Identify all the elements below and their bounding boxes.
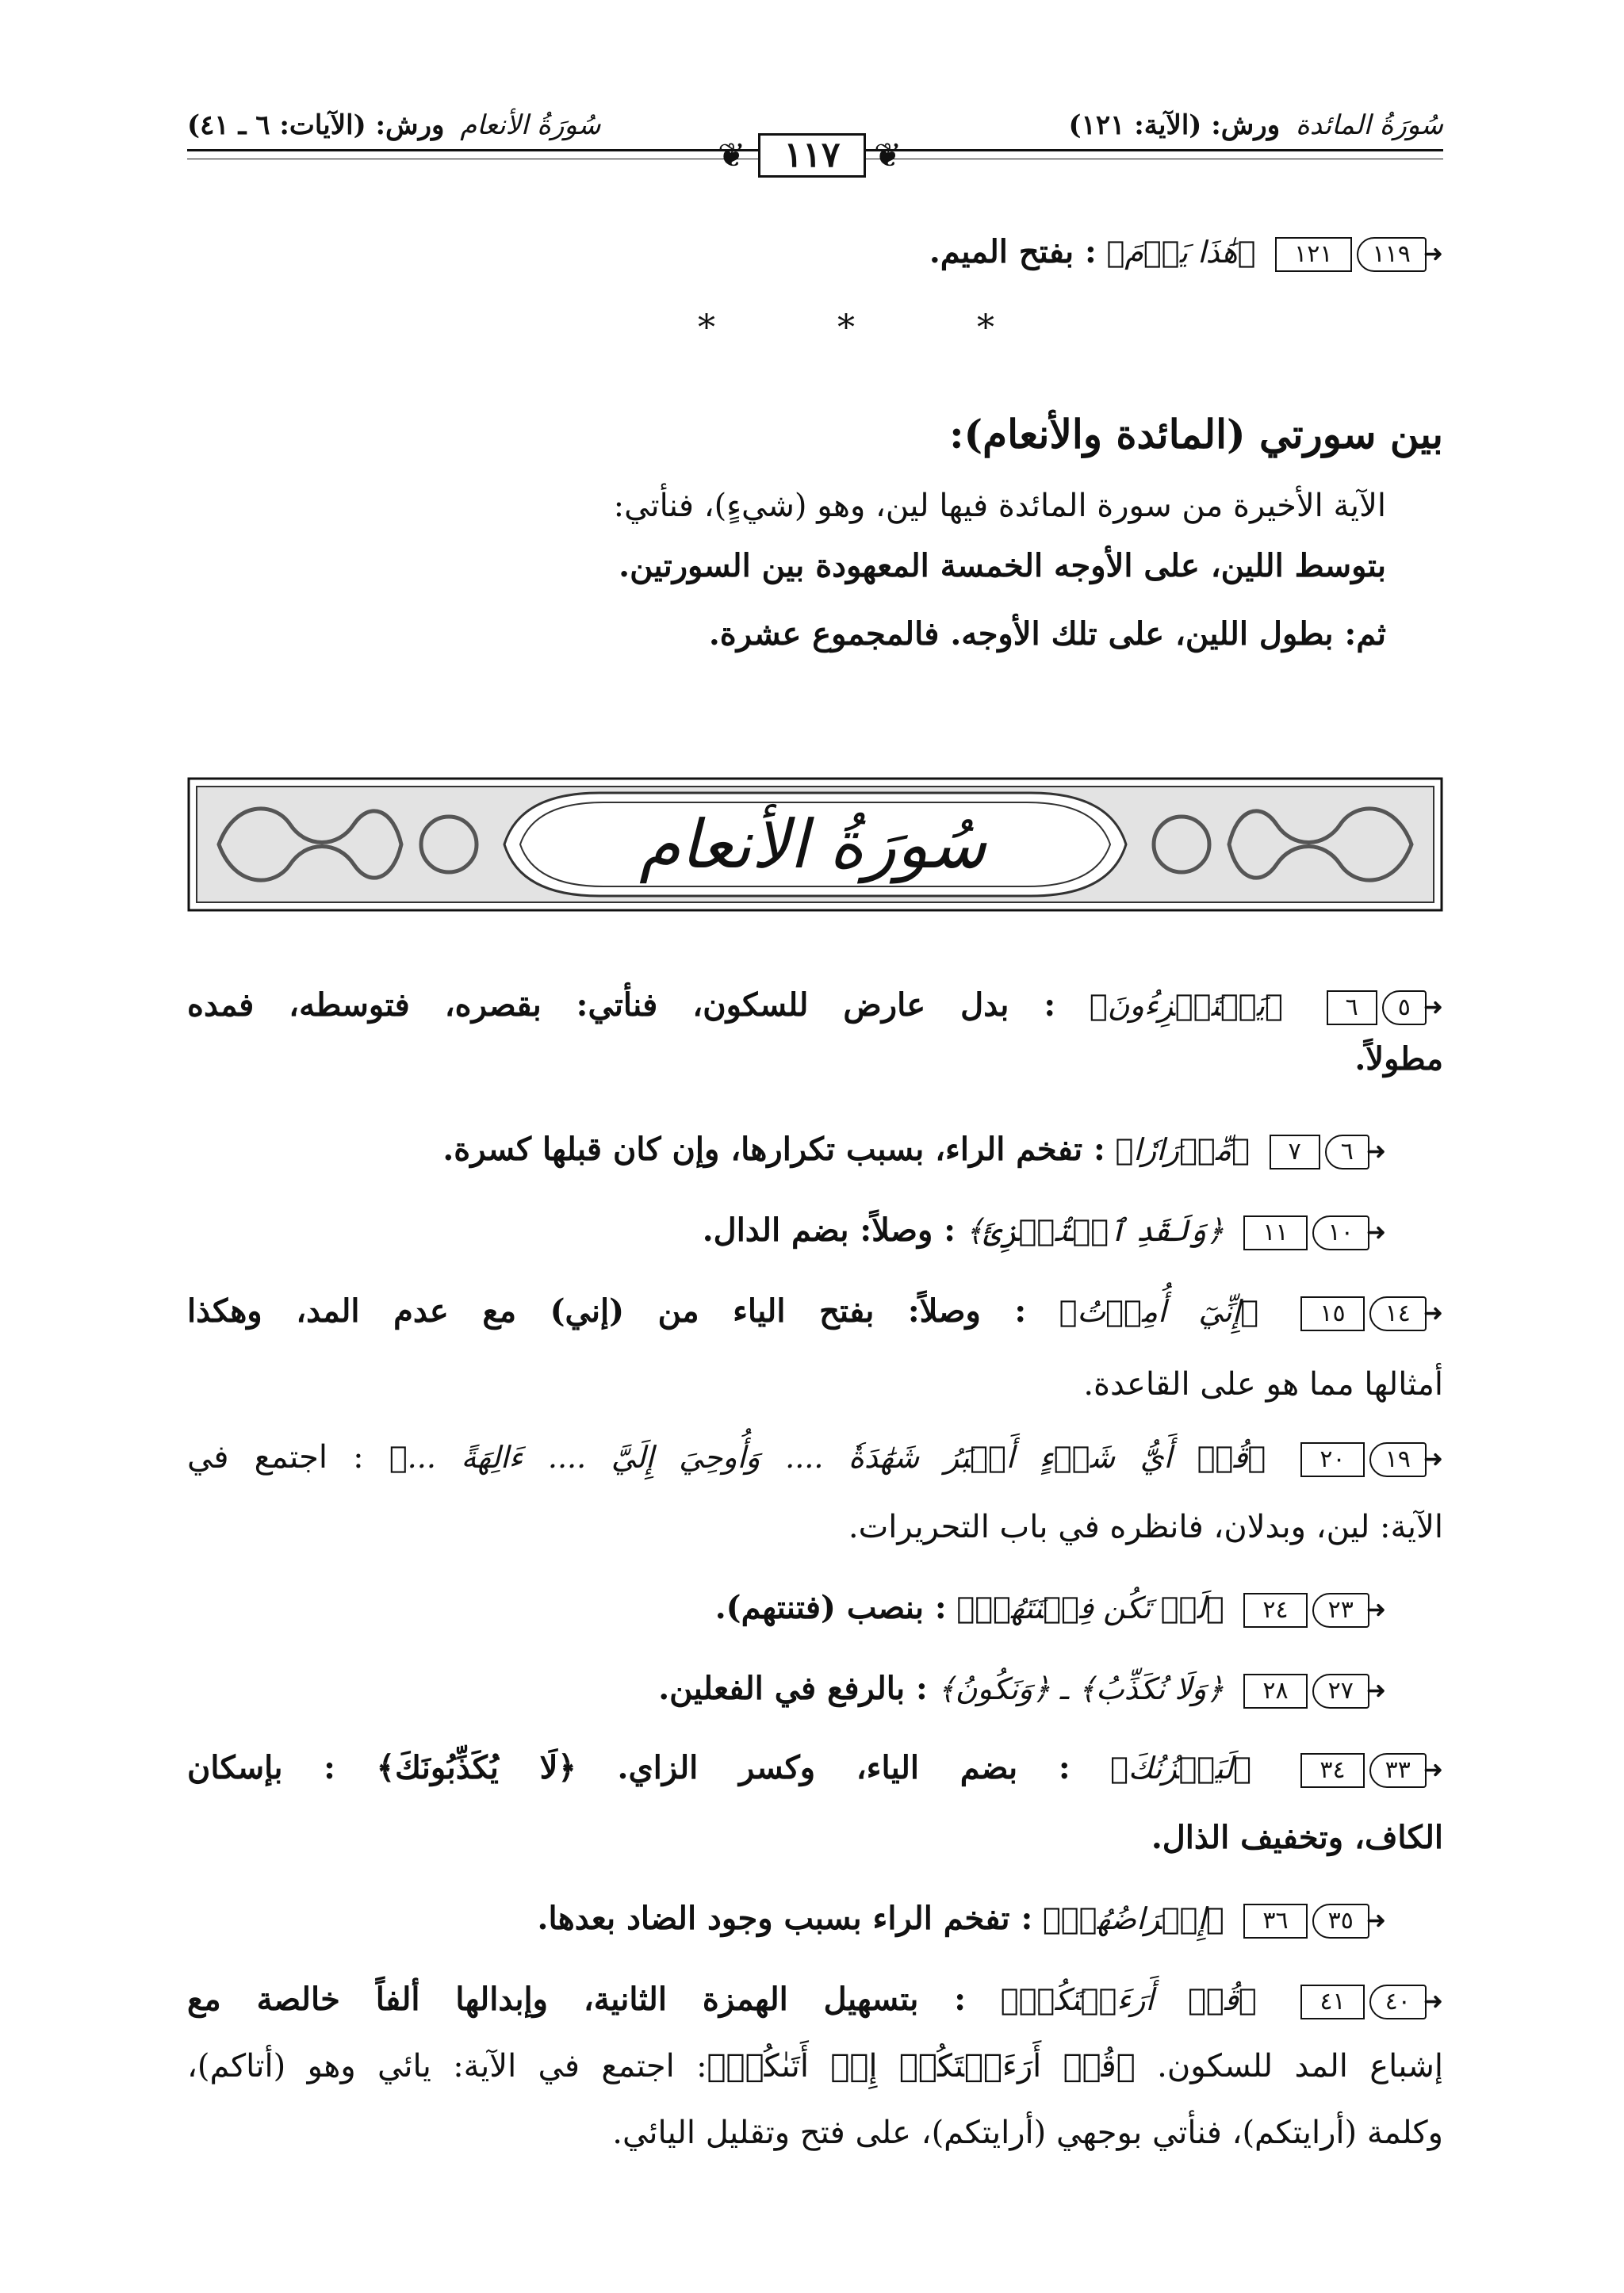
entry-text: : وصلاً: بضم الدال.	[702, 1212, 956, 1249]
entry-text: : بنصب (فتنتهم).	[714, 1589, 947, 1626]
entry-number-badge: ٣٣	[1369, 1753, 1427, 1788]
arrow-icon: ➜	[1365, 1138, 1386, 1166]
ayah-number-badge: ٧	[1270, 1135, 1320, 1169]
section-line: بتوسط اللين، على الأوجه الخمسة المعهودة بين السورتين.	[619, 547, 1386, 584]
entry-continuation: وكلمة (أرايتكم)، فنأتي بوجهي (أرايتكم)، على فتح وتقليل اليائي.	[612, 2115, 1443, 2151]
entry-continuation: مطولاً.	[1354, 1040, 1443, 1078]
page-ornament-right: ❦	[874, 136, 902, 174]
header-right-text: ورش: (الآية: ١٢١)	[1068, 109, 1281, 141]
entry-text: : بدل عارض للسكون، فنأتي: بقصره، فتوسطه، فمده	[187, 986, 1056, 1024]
entry-row	[658, 1665, 1386, 1715]
entry-row	[187, 982, 1443, 1032]
quran-quote: ﴿إِعۡرَاضُهُمۡ﴾	[1042, 1901, 1224, 1936]
entry-row	[187, 1288, 1443, 1338]
quran-quote: ﴿وَلَقَدِ ٱسۡتُهۡزِئَ﴾	[965, 1213, 1224, 1248]
arrow-icon: ➜	[1423, 1300, 1443, 1327]
arrow-icon: ➜	[1423, 240, 1443, 268]
entry-row	[715, 1584, 1386, 1634]
entry-number-badge: ٥	[1382, 990, 1427, 1025]
entry-text: : بالرفع في الفعلين.	[658, 1670, 928, 1707]
entry-number-badge: ١٠	[1312, 1215, 1369, 1250]
entry-text: : اجتمع في	[187, 1439, 364, 1476]
entry-row	[442, 1126, 1386, 1176]
arrow-icon: ➜	[1365, 1596, 1386, 1624]
quran-quote: ﴿قُلۡ أَرَءَيۡتَكُمۡ﴾	[1000, 1982, 1257, 2017]
arrow-icon: ➜	[1423, 1756, 1444, 1784]
quran-quote: ﴿لَمۡ تَكُن فِتۡنَتَهُمۡ﴾	[956, 1591, 1224, 1625]
quran-quote: ﴿يَسۡتَهۡزِءُونَ﴾	[1089, 988, 1283, 1023]
entry-row	[929, 228, 1443, 278]
ayah-number-badge: ١٥	[1300, 1296, 1364, 1331]
surah-title: سُورَةُ الأنعام	[639, 806, 986, 883]
entry-continuation: أمثالها مما هو على القاعدة.	[1083, 1366, 1443, 1403]
quran-quote: ﴿مِّدۡرَارٗا﴾	[1115, 1132, 1250, 1167]
arrow-icon: ➜	[1423, 1988, 1444, 2015]
arrow-icon: ➜	[1423, 993, 1444, 1021]
header-left	[187, 109, 600, 141]
ayah-number-badge: ٢٤	[1243, 1593, 1307, 1628]
quran-quote: ﴿وَلَا نُكَذِّبُ﴾ ـ ﴿وَنَكُونُ﴾	[937, 1671, 1224, 1706]
entry-continuation: إشباع المد للسكون. ﴿قُلۡ أَرَءَيۡتَكُمۡ إِنۡ أَتَىٰكُمۡ﴾: اجتمع في الآية: يائي وهو (أتاكم)،	[187, 2048, 1443, 2084]
page-number: ١١٧	[758, 133, 866, 178]
entry-continuation: الكاف، وتخفيف الذال.	[1151, 1819, 1443, 1856]
entry-row	[538, 1895, 1386, 1945]
ayah-number-badge: ٤١	[1300, 1985, 1364, 2019]
entry-row	[703, 1207, 1386, 1257]
page-ornament-left: ❦	[718, 136, 746, 174]
arrow-icon: ➜	[1365, 1219, 1386, 1246]
ayah-number-badge: ١٢١	[1275, 237, 1351, 272]
entry-text: : بضم الياء، وكسر الزاي. ﴿لَا يُكَذِّبُونَكَ﴾ : بإسكان	[187, 1749, 1071, 1786]
entry-number-badge: ٢٣	[1312, 1593, 1369, 1628]
ayah-number-badge: ٦	[1327, 990, 1377, 1025]
arrow-icon: ➜	[1365, 1677, 1386, 1705]
entry-row	[187, 1744, 1443, 1794]
ayah-number-badge: ٣٤	[1300, 1753, 1364, 1788]
ayah-number-badge: ٢٨	[1243, 1674, 1307, 1709]
entry-text: : بفتح الميم.	[929, 233, 1097, 270]
entry-row	[187, 1434, 1443, 1483]
entry-number-badge: ١٩	[1369, 1442, 1427, 1477]
entry-number-badge: ٦	[1325, 1135, 1369, 1169]
quran-quote: ﴿قُلۡ أَيُّ شَيۡءٍ أَكۡبَرُ شَهَٰدَةٗ .... وَأُوحِيَ إِلَيَّ .... ءَالِهَةً ...﴾	[389, 1440, 1266, 1475]
entry-text: : بتسهيل الهمزة الثانية، وإبدالها ألفاً خالصة مع	[187, 1981, 967, 2018]
header-left-sura: سُورَةُ الأنعام	[460, 109, 601, 141]
ayah-number-badge: ٢٠	[1300, 1442, 1364, 1477]
ayah-number-badge: ٣٦	[1243, 1904, 1307, 1939]
quran-quote: ﴿إِنِّيٓ أُمِرۡتُ﴾	[1059, 1294, 1259, 1329]
entry-text: : تفخم الراء بسبب وجود الضاد بعدها.	[537, 1900, 1033, 1937]
ayah-number-badge: ١١	[1243, 1215, 1307, 1250]
header-right	[1068, 109, 1443, 141]
section-line: الآية الأخيرة من سورة المائدة فيها لين، وهو (شيءٍ)، فنأتي:	[613, 488, 1386, 524]
arrow-icon: ➜	[1423, 1445, 1444, 1473]
entry-text: : تفخم الراء، بسبب تكرارها، وإن كان قبلها كسرة.	[442, 1131, 1105, 1168]
header-right-sura: سُورَةُ المائدة	[1295, 109, 1443, 141]
section-heading: بين سورتي (المائدة والأنعام):	[949, 411, 1443, 457]
section-separator: * * *	[698, 308, 1050, 348]
entry-number-badge: ٣٥	[1312, 1904, 1369, 1939]
entry-number-badge: ٢٧	[1312, 1674, 1369, 1709]
entry-number-badge: ٤٠	[1369, 1985, 1427, 2019]
entry-continuation: الآية: لين، وبدلان، فانظره في باب التحريرات.	[848, 1509, 1443, 1545]
section-line: ثم: بطول اللين، على تلك الأوجه. فالمجموع عشرة.	[708, 615, 1386, 653]
arrow-icon: ➜	[1365, 1907, 1386, 1935]
entry-row	[187, 1976, 1443, 2026]
quran-quote: ﴿لَيَحۡزُنُكَ﴾	[1110, 1751, 1251, 1786]
entry-number-badge: ١٤	[1369, 1296, 1427, 1331]
entry-text: : وصلاً: بفتح الياء من (إني) مع عدم المد، وهكذا	[187, 1292, 1027, 1330]
header-left-text: ورش: (الآيات: ٦ ـ ٤١)	[187, 109, 445, 141]
quran-quote: ﴿هَٰذَا يَوۡمَ﴾	[1106, 235, 1256, 270]
entry-number-badge: ١١٩	[1357, 237, 1427, 272]
